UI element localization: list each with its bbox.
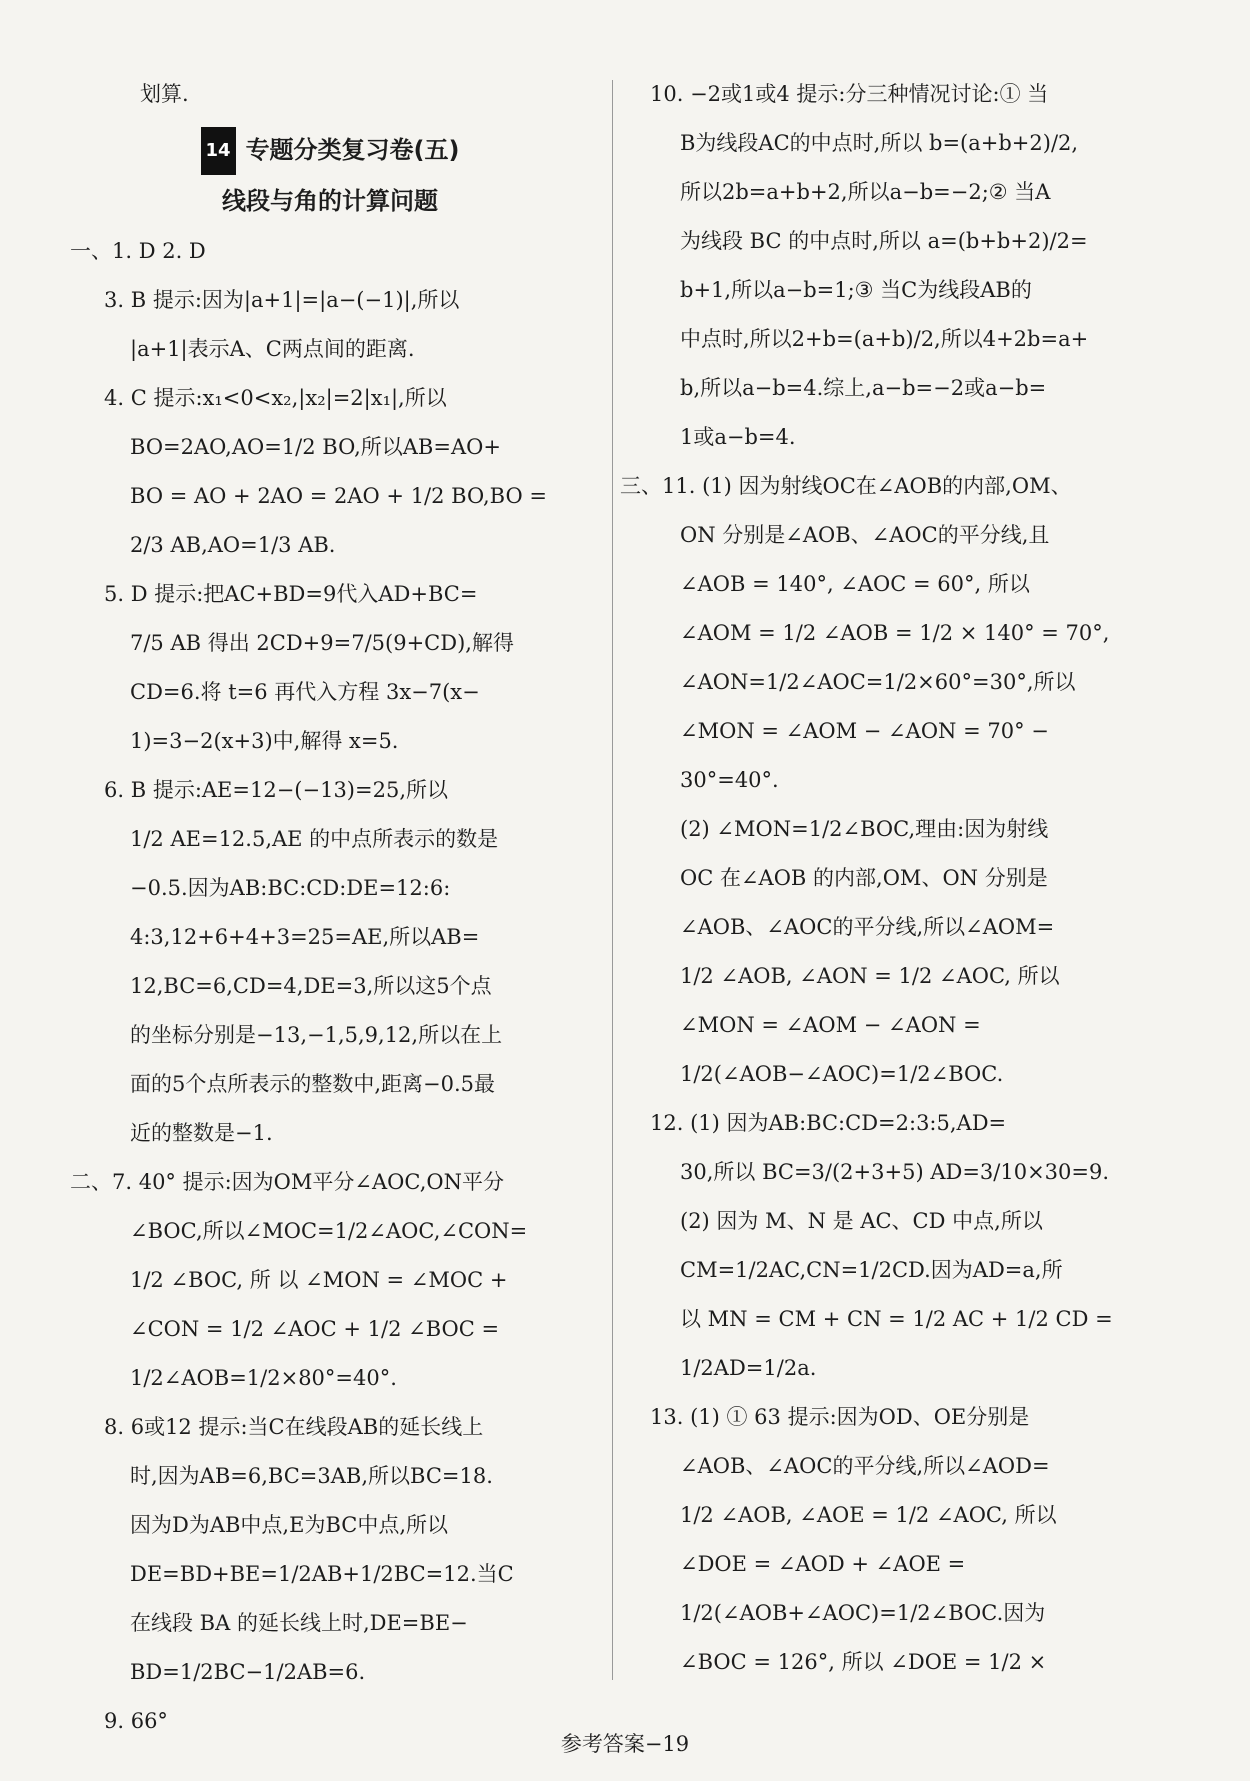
answer-line: 因为D为AB中点,E为BC中点,所以 bbox=[130, 1513, 449, 1537]
answer-line: (2) ∠MON=1/2∠BOC,理由:因为射线 bbox=[680, 817, 1049, 841]
answer-line: 1/2 ∠AOB, ∠AOE = 1/2 ∠AOC, 所以 bbox=[680, 1503, 1057, 1527]
answer-line: B为线段AC的中点时,所以 b=(a+b+2)/2, bbox=[680, 131, 1079, 155]
answer-line: ∠AOB = 140°, ∠AOC = 60°, 所以 bbox=[680, 572, 1030, 596]
answer-line: 10. −2或1或4 提示:分三种情况讨论:① 当 bbox=[650, 82, 1049, 106]
answer-line: 1或a−b=4. bbox=[680, 425, 796, 449]
answer-line: BO = AO + 2AO = 2AO + 1/2 BO,BO = bbox=[130, 484, 547, 508]
answer-line: 中点时,所以2+b=(a+b)/2,所以4+2b=a+ bbox=[680, 327, 1089, 351]
answer-line: 1/2 ∠BOC, 所 以 ∠MON = ∠MOC + bbox=[130, 1268, 508, 1292]
answer-line: 8. 6或12 提示:当C在线段AB的延长线上 bbox=[104, 1415, 484, 1439]
answer-line: 近的整数是−1. bbox=[130, 1121, 273, 1145]
answer-line: CM=1/2AC,CN=1/2CD.因为AD=a,所 bbox=[680, 1258, 1063, 1282]
answer-line: 1/2(∠AOB−∠AOC)=1/2∠BOC. bbox=[680, 1062, 1004, 1086]
answer-line: 3. B 提示:因为|a+1|=|a−(−1)|,所以 bbox=[104, 288, 460, 312]
answer-line: BD=1/2BC−1/2AB=6. bbox=[130, 1660, 366, 1684]
answer-line: 一、1. D 2. D bbox=[70, 239, 206, 263]
answer-line: 时,因为AB=6,BC=3AB,所以BC=18. bbox=[130, 1464, 493, 1488]
right-column bbox=[620, 70, 1170, 1687]
answer-line: 1/2 AE=12.5,AE 的中点所表示的数是 bbox=[130, 827, 499, 851]
answer-line: DE=BD+BE=1/2AB+1/2BC=12.当C bbox=[130, 1562, 514, 1586]
answer-line: 1/2∠AOB=1/2×80°=40°. bbox=[130, 1366, 397, 1390]
page-footer: 参考答案−19 bbox=[560, 1732, 690, 1756]
answer-line: ∠AOB、∠AOC的平分线,所以∠AOM= bbox=[680, 915, 1055, 939]
section-title-row bbox=[70, 127, 590, 175]
answer-line: 所以2b=a+b+2,所以a−b=−2;② 当A bbox=[680, 180, 1051, 204]
carryover-line: 划算. bbox=[140, 82, 189, 106]
answer-line: (2) 因为 M、N 是 AC、CD 中点,所以 bbox=[680, 1209, 1043, 1233]
answer-line: 为线段 BC 的中点时,所以 a=(b+b+2)/2= bbox=[680, 229, 1088, 253]
answer-line: 面的5个点所表示的整数中,距离−0.5最 bbox=[130, 1072, 496, 1096]
answer-line: 5. D 提示:把AC+BD=9代入AD+BC= bbox=[104, 582, 478, 606]
answer-line: BO=2AO,AO=1/2 BO,所以AB=AO+ bbox=[130, 435, 501, 459]
answer-line: 30,所以 BC=3/(2+3+5) AD=3/10×30=9. bbox=[680, 1160, 1110, 1184]
answer-line: 13. (1) ① 63 提示:因为OD、OE分别是 bbox=[650, 1405, 1030, 1429]
answer-line: 二、7. 40° 提示:因为OM平分∠AOC,ON平分 bbox=[70, 1170, 504, 1194]
answer-line: 2/3 AB,AO=1/3 AB. bbox=[130, 533, 336, 557]
answer-line: ∠BOC,所以∠MOC=1/2∠AOC,∠CON= bbox=[130, 1219, 528, 1243]
answer-line: b+1,所以a−b=1;③ 当C为线段AB的 bbox=[680, 278, 1032, 302]
answer-line: 1)=3−2(x+3)中,解得 x=5. bbox=[130, 729, 399, 753]
answer-line: 1/2 ∠AOB, ∠AON = 1/2 ∠AOC, 所以 bbox=[680, 964, 1060, 988]
left-column bbox=[70, 70, 590, 1746]
answer-line: ∠DOE = ∠AOD + ∠AOE = bbox=[680, 1552, 966, 1576]
answer-line: 12,BC=6,CD=4,DE=3,所以这5个点 bbox=[130, 974, 492, 998]
answer-line: ∠AOM = 1/2 ∠AOB = 1/2 × 140° = 70°, bbox=[680, 621, 1110, 645]
answer-line: −0.5.因为AB:BC:CD:DE=12:6: bbox=[130, 876, 451, 900]
answer-line: 三、11. (1) 因为射线OC在∠AOB的内部,OM、 bbox=[620, 474, 1072, 498]
column-divider bbox=[612, 80, 613, 1680]
answer-line: b,所以a−b=4.综上,a−b=−2或a−b= bbox=[680, 376, 1047, 400]
answer-line: OC 在∠AOB 的内部,OM、ON 分别是 bbox=[680, 866, 1048, 890]
answer-line: ∠MON = ∠AOM − ∠AON = 70° − bbox=[680, 719, 1049, 743]
answer-line: 在线段 BA 的延长线上时,DE=BE− bbox=[130, 1611, 468, 1635]
answer-line: 以 MN = CM + CN = 1/2 AC + 1/2 CD = bbox=[680, 1307, 1113, 1331]
answer-line: 的坐标分别是−13,−1,5,9,12,所以在上 bbox=[130, 1023, 503, 1047]
section-title: 专题分类复习卷(五) bbox=[245, 136, 460, 164]
answer-line: 30°=40°. bbox=[680, 768, 779, 792]
answer-line: 6. B 提示:AE=12−(−13)=25,所以 bbox=[104, 778, 448, 802]
left-answer-lines bbox=[70, 227, 590, 1746]
answer-line: 12. (1) 因为AB:BC:CD=2:3:5,AD= bbox=[650, 1111, 1007, 1135]
answer-line: 9. 66° bbox=[104, 1709, 168, 1733]
section-number-badge: 14 bbox=[201, 127, 236, 175]
answer-line: ∠AON=1/2∠AOC=1/2×60°=30°,所以 bbox=[680, 670, 1076, 694]
answer-line: ∠MON = ∠AOM − ∠AON = bbox=[680, 1013, 981, 1037]
answer-line: ON 分别是∠AOB、∠AOC的平分线,且 bbox=[680, 523, 1050, 547]
answer-line: 4. C 提示:x₁<0<x₂,|x₂|=2|x₁|,所以 bbox=[104, 386, 447, 410]
answer-line: ∠CON = 1/2 ∠AOC + 1/2 ∠BOC = bbox=[130, 1317, 500, 1341]
answer-line: 1/2AD=1/2a. bbox=[680, 1356, 817, 1380]
answer-line: ∠BOC = 126°, 所以 ∠DOE = 1/2 × bbox=[680, 1650, 1047, 1674]
section-heading bbox=[70, 127, 590, 227]
section-subtitle: 线段与角的计算问题 bbox=[222, 187, 438, 215]
answer-line: 4:3,12+6+4+3=25=AE,所以AB= bbox=[130, 925, 480, 949]
answer-line: |a+1|表示A、C两点间的距离. bbox=[130, 337, 415, 361]
answer-line: ∠AOB、∠AOC的平分线,所以∠AOD= bbox=[680, 1454, 1050, 1478]
answer-line: 1/2(∠AOB+∠AOC)=1/2∠BOC.因为 bbox=[680, 1601, 1046, 1625]
answer-line: CD=6.将 t=6 再代入方程 3x−7(x− bbox=[130, 680, 480, 704]
answer-line: 7/5 AB 得出 2CD+9=7/5(9+CD),解得 bbox=[130, 631, 514, 655]
